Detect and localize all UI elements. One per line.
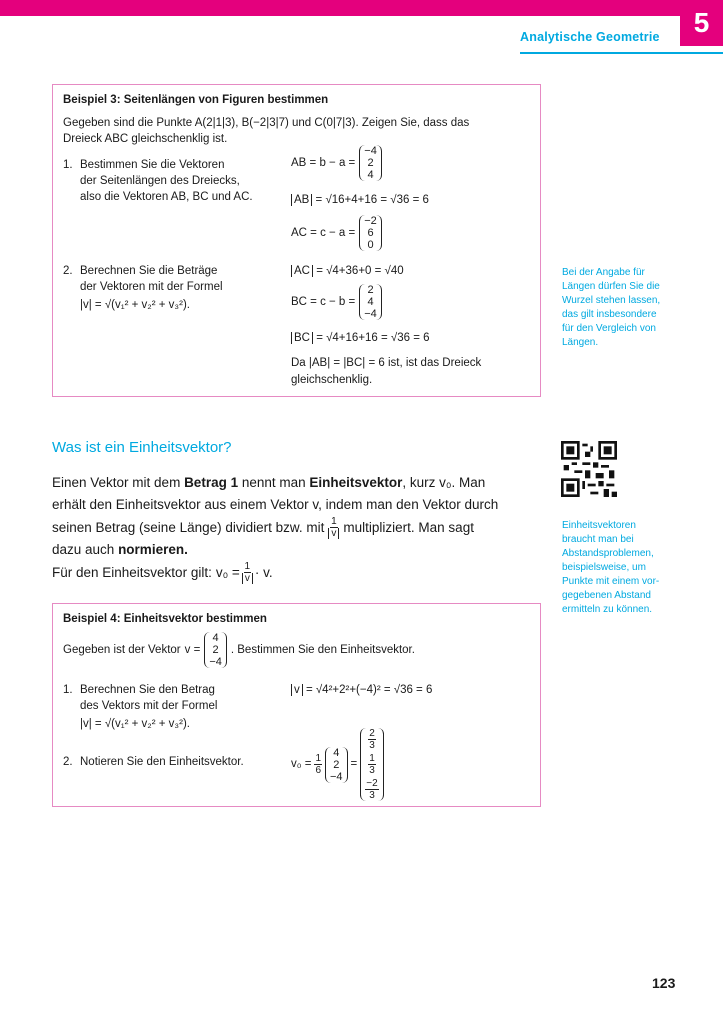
ac-abs-symbol: AC: [291, 265, 313, 277]
side-note1-line: Bei der Angabe für: [562, 267, 645, 278]
ac-vec-x: −2: [364, 215, 377, 227]
side-note1-line: für den Vergleich von: [562, 323, 656, 334]
ac-length-calc: = √4+36+0 = √40: [316, 265, 404, 277]
ac-vec-y: 6: [367, 227, 374, 239]
example-4-step1-number: 1.: [63, 684, 73, 696]
body-line2: erhält den Einheitsvektor aus einem Vektor v, indem man den Vektor durch: [52, 497, 499, 512]
example-3-box: [52, 84, 541, 397]
side-note2-line: braucht man bei: [562, 534, 634, 545]
conclusion-line2: gleichschenklig.: [291, 374, 373, 386]
result-column-vector: [360, 728, 383, 801]
v-column-vector: [325, 747, 348, 783]
ab-vec-x: −4: [364, 145, 377, 157]
body-line3: [52, 516, 538, 539]
v0-symbol: v₀ =: [291, 758, 312, 771]
body-line1: [52, 472, 538, 494]
example-3-intro-line2: Dreieck ABC gleichschenklig ist.: [63, 133, 228, 145]
bc-vector-label: BC = c − b =: [291, 295, 356, 308]
side-note1-line: Wurzel stehen lassen,: [562, 295, 661, 306]
v-vec-y: 2: [333, 758, 340, 771]
conclusion-line1: Da |AB| = |BC| = 6 ist, ist das Dreieck: [291, 357, 482, 369]
ab-vec-y: 2: [367, 157, 374, 169]
bc-length-calc: = √4+16+16 = √36 = 6: [316, 332, 430, 344]
bc-length-row: [291, 330, 430, 347]
ac-vector-label: AC = c − a =: [291, 226, 356, 239]
example-4-step1-line2: des Vektors mit der Formel: [80, 700, 218, 712]
body-text-span: nennt man: [238, 475, 310, 490]
ab-column-vector: [359, 145, 382, 181]
example-3-intro-line1: Gegeben sind die Punkte A(2|1|3), B(−2|3|7) und C(0|7|3). Zeigen Sie, dass das: [63, 117, 470, 129]
result-frac-z: $\frac{-2}{3}$: [366, 778, 378, 801]
bc-vec-x: 2: [367, 284, 374, 296]
side-note1-line: Längen dürfen Sie die: [562, 281, 660, 292]
unit-vector-formula: v₀ = $\frac{1}{v}$ · v.: [215, 561, 273, 584]
chapter-number-tab: 5: [680, 0, 723, 46]
bc-column-vector: [359, 284, 382, 320]
example-4-formula: |v| = √(v₁² + v₂² + v₃²).: [80, 718, 190, 730]
ab-vec-z: 4: [367, 169, 374, 181]
example-3-step1-line1: Bestimmen Sie die Vektoren: [80, 159, 225, 171]
ac-column-vector: [359, 215, 382, 251]
ab-vector-row: [291, 145, 382, 181]
bc-vec-z: −4: [364, 308, 377, 320]
ac-vec-z: 0: [367, 239, 374, 251]
unit-vector-result: [291, 728, 384, 801]
v-vec-z: −4: [330, 770, 343, 783]
example-4-step2-number: 2.: [63, 756, 73, 768]
term-einheitsvektor: Einheitsvektor: [309, 475, 403, 490]
page-number: 123: [652, 975, 676, 991]
given-vec-z: −4: [209, 656, 222, 668]
body-line4: [52, 539, 538, 561]
example-3-step1-line3: also die Vektoren AB, BC und AC.: [80, 191, 253, 203]
side-note2-line: beispielsweise, um: [562, 562, 646, 573]
fraction-one-over-abs-v: $\frac{1}{v}$: [328, 516, 339, 539]
body-text-span: Einen Vektor mit dem: [52, 475, 185, 490]
v-abs-symbol: v: [291, 684, 303, 696]
example-3-step2-line1: Berechnen Sie die Beträge: [80, 265, 218, 277]
example-4-given: [63, 632, 415, 668]
term-betrag-1: Betrag 1: [184, 475, 239, 490]
ab-abs-symbol: AB: [291, 194, 312, 206]
side-note2-line: Abstandsproblemen,: [562, 548, 654, 559]
section-body: [52, 472, 538, 584]
ac-length-row: [291, 263, 404, 280]
example-3-step2-line2: der Vektoren mit der Formel: [80, 281, 223, 293]
ac-vector-row: [291, 215, 382, 251]
equals-sign: =: [350, 758, 358, 771]
body-text-span: , kurz v₀. Man: [402, 475, 486, 490]
body-text-span: Für den Einheitsvektor gilt:: [52, 564, 212, 580]
example-3-step1-number: 1.: [63, 159, 73, 171]
side-note2-line: Einheitsvektoren: [562, 520, 636, 531]
side-note-unit-vectors: [562, 519, 682, 617]
body-text-span: seinen Betrag (seine Länge) dividiert bzw. mit: [52, 519, 325, 535]
side-note2-line: gegebenen Abstand: [562, 590, 651, 601]
given-text: Gegeben ist der Vektor: [63, 643, 181, 656]
section-heading: Was ist ein Einheitsvektor?: [52, 439, 232, 456]
body-line5: [52, 561, 538, 584]
bc-vector-row: [291, 284, 382, 320]
side-note2-line: Punkte mit einem vor-: [562, 576, 660, 587]
body-text-span: multipliziert. Man sagt: [343, 519, 474, 535]
top-color-band: [0, 0, 723, 16]
given-vec-x: 4: [212, 632, 219, 644]
given-column-vector: [204, 632, 227, 668]
body-text-span: dazu auch: [52, 542, 119, 557]
chapter-title-rule: [520, 52, 723, 54]
example-3-title: Beispiel 3: Seitenlängen von Figuren bestimmen: [63, 94, 329, 106]
side-note2-line: ermitteln zu können.: [562, 604, 653, 615]
example-4-box: [52, 603, 541, 807]
v-abs-calc: = √4²+2²+(−4)² = √36 = 6: [305, 684, 433, 696]
result-frac-x: $\frac{2}{3}$: [369, 728, 375, 751]
side-note1-line: das gilt insbesondere: [562, 309, 657, 320]
side-note-lengths: [562, 266, 682, 350]
qr-code-icon[interactable]: [561, 441, 617, 497]
side-note1-line: Längen.: [562, 337, 599, 348]
bc-abs-symbol: BC: [291, 332, 313, 344]
given-instruction: . Bestimmen Sie den Einheitsvektor.: [230, 643, 415, 656]
given-vec-y: 2: [212, 644, 219, 656]
ab-length-row: [291, 192, 429, 209]
ab-vector-label: AB = b − a =: [291, 156, 356, 169]
ab-length-calc: = √16+4+16 = √36 = 6: [315, 194, 429, 206]
v-vec-x: 4: [333, 746, 340, 759]
term-normieren: normieren.: [118, 542, 188, 557]
example-4-step1-line1: Berechnen Sie den Betrag: [80, 684, 215, 696]
example-4-title: Beispiel 4: Einheitsvektor bestimmen: [63, 613, 267, 625]
example-3-step2-number: 2.: [63, 265, 73, 277]
given-v-symbol: v =: [184, 643, 201, 656]
one-sixth-fraction: $\frac{1}{6}$: [315, 753, 321, 776]
bc-vec-y: 4: [367, 296, 374, 308]
example-3-step1-line2: der Seitenlängen des Dreiecks,: [80, 175, 240, 187]
example-4-step2-line1: Notieren Sie den Einheitsvektor.: [80, 756, 244, 768]
result-frac-y: $\frac{1}{3}$: [369, 753, 375, 776]
example-3-formula: |v| = √(v₁² + v₂² + v₃²).: [80, 299, 190, 311]
example-4-abs-row: [291, 682, 432, 699]
chapter-title: Analytische Geometrie: [520, 30, 660, 44]
